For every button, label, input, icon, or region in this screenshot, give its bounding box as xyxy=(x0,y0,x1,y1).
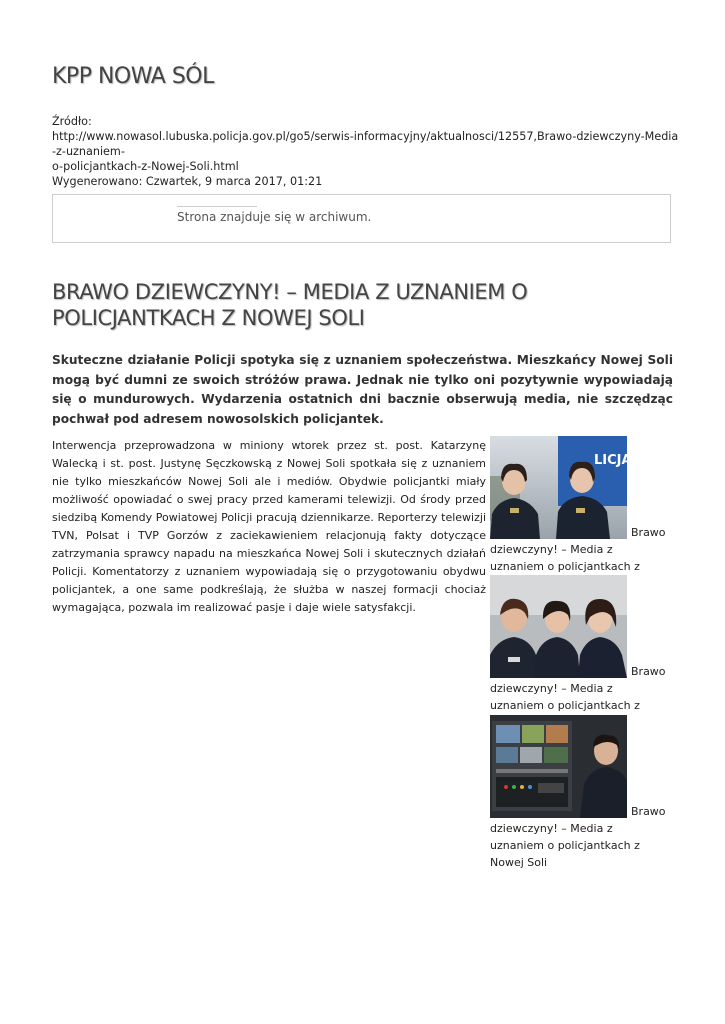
article-image-1[interactable] xyxy=(490,436,670,573)
source-url-line-1[interactable]: http://www.nowasol.lubuska.policja.gov.pl/go5/serwis-informacyjny/aktualnosci/12557,Brawo-dziewczyny-Media-z-uznaniem- xyxy=(52,130,679,158)
image-3-caption xyxy=(490,803,670,871)
article-title: BRAWO DZIEWCZYNY! – MEDIA Z UZNANIEM O POLICJANTKACH Z NOWEJ SOLI xyxy=(52,280,528,330)
source-label: Źródło: xyxy=(52,115,92,128)
archive-notice-box xyxy=(52,194,671,243)
article-lead: Skuteczne działanie Policji spotyka się z uznaniem społeczeństwa. Mieszkańcy Nowej Soli mogą być dumni ze swoich stróżów prawa. Jednak nie tylko oni pozytywnie wypowiadają się o mundurowych. Wydarzenia ostatnich dni bacznie obserwują media, nie szczędząc pochwał pod adresem nowosolskich policjantek. xyxy=(52,353,673,426)
caption-first-word: Brawo xyxy=(631,526,666,539)
article-image-2[interactable] xyxy=(490,575,670,712)
caption-rest: dziewczyny! – Media z uznaniem o policjantkach z Nowej Soli xyxy=(490,822,640,869)
source-meta xyxy=(52,114,682,189)
archive-divider xyxy=(177,206,257,207)
archive-notice: Strona znajduje się w archiwum. xyxy=(177,210,372,224)
caption-first-word: Brawo xyxy=(631,665,666,678)
article-body: Interwencja przeprowadzona w miniony wtorek przez st. post. Katarzynę Walecką i st. post. Justynę Sęczkowską z Nowej Soli spotkała się z uznaniem nie tylko mieszkańców Nowej Soli ale i mediów. Obydwie policjantki miały możliwość opowiadać o swej pracy przed kamerami telewizji. Od środy przed siedzibą Komendy Powiatowej Policji pracują dziennikarze. Reporterzy telewizji TVN, Polsat i TVP Gorzów z zaciekawieniem relacjonują fakty dotyczące zatrzymania sprawcy napadu na mieszkańca Nowej Soli i skutecznych działań Policji. Komentatorzy z uznaniem wypowiadają się o przygotowaniu obydwu policjantek, a one same podkreślają, że służba w naszej formacji chociaż wymagająca, pozwala im realizować pasje i daje wiele satysfakcji. xyxy=(52,439,486,614)
svg-text:LICJA: LICJA xyxy=(594,453,632,468)
site-title: KPP NOWA SÓL xyxy=(52,64,214,89)
caption-rest: dziewczyny! – Media z uznaniem o policjantkach z xyxy=(490,682,640,712)
caption-rest: dziewczyny! – Media z uznaniem o policjantkach z xyxy=(490,543,640,573)
source-url-line-2[interactable]: o-policjantkach-z-Nowej-Soli.html xyxy=(52,160,239,173)
caption-first-word: Brawo xyxy=(631,805,666,818)
article-image-3[interactable] xyxy=(490,715,670,869)
generated-date: Wygenerowano: Czwartek, 9 marca 2017, 01:21 xyxy=(52,175,323,188)
